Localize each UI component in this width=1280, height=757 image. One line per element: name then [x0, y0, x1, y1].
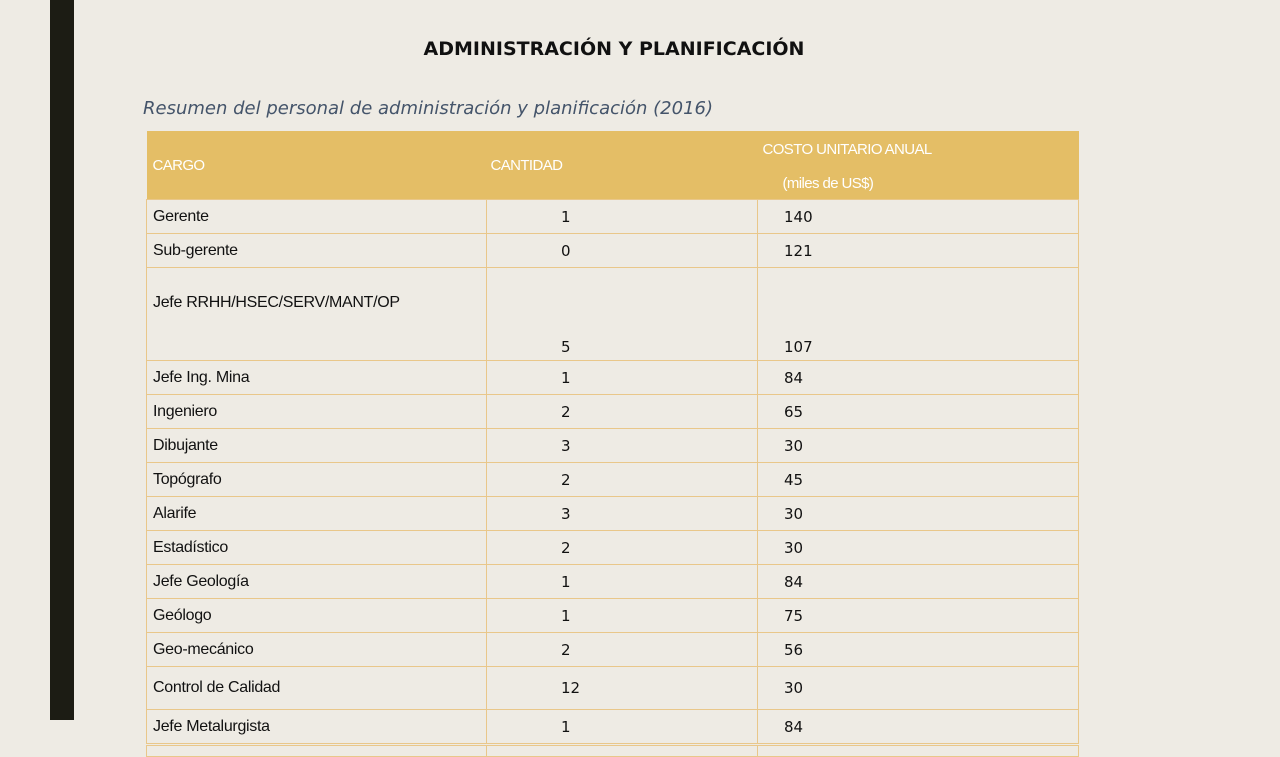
staff-table — [146, 131, 1079, 757]
header-cargo: CARGO — [147, 131, 487, 200]
table-row — [147, 633, 1079, 667]
table-row — [147, 667, 1079, 710]
cell-cantidad: 3 — [487, 429, 758, 463]
cell-costo: 107 — [758, 268, 1079, 361]
cell-cantidad: 2 — [487, 395, 758, 429]
cell-cantidad: 12 — [487, 667, 758, 710]
table-row — [147, 599, 1079, 633]
table-row — [147, 531, 1079, 565]
cell-cantidad: 0 — [487, 234, 758, 268]
cell-cantidad: 3 — [487, 497, 758, 531]
table-row — [147, 361, 1079, 395]
table-row-cut-off — [147, 745, 1079, 757]
table-row — [147, 429, 1079, 463]
cell-costo: 30 — [758, 497, 1079, 531]
cell-cargo: Gerente — [147, 200, 487, 234]
cell-cantidad: 2 — [487, 531, 758, 565]
cell-cargo: Geólogo — [147, 599, 487, 633]
cell-costo: 65 — [758, 395, 1079, 429]
cell-cargo: Estadístico — [147, 531, 487, 565]
header-cantidad: CANTIDAD — [487, 131, 758, 200]
cell-cargo: Geo-mecánico — [147, 633, 487, 667]
header-costo-line2: (miles de US$) — [782, 175, 874, 192]
cell-cantidad: 5 — [487, 268, 758, 361]
cell-cantidad: 2 — [487, 463, 758, 497]
cell-cargo: Jefe Ing. Mina — [147, 361, 487, 395]
cell-costo: 75 — [758, 599, 1079, 633]
cell-costo: 121 — [758, 234, 1079, 268]
table-caption: Resumen del personal de administración y planificación (2016) — [143, 98, 713, 119]
table-row — [147, 710, 1079, 745]
cell-costo: 30 — [758, 531, 1079, 565]
table-header-row — [147, 131, 1079, 200]
cell-cargo: Ingeniero — [147, 395, 487, 429]
cell-cantidad: 1 — [487, 361, 758, 395]
cell-cargo: Dibujante — [147, 429, 487, 463]
table-row — [147, 234, 1079, 268]
cell-cantidad: 1 — [487, 200, 758, 234]
table-row — [147, 497, 1079, 531]
cell-cargo: Jefe RRHH/HSEC/SERV/MANT/OP — [147, 268, 487, 361]
table-row — [147, 565, 1079, 599]
cell-cargo: Topógrafo — [147, 463, 487, 497]
cell-costo: 84 — [758, 565, 1079, 599]
cell-costo: 140 — [758, 200, 1079, 234]
cell-empty — [147, 745, 487, 757]
cell-costo: 30 — [758, 429, 1079, 463]
cell-cantidad: 1 — [487, 599, 758, 633]
cell-costo: 45 — [758, 463, 1079, 497]
cell-cargo: Jefe Metalurgista — [147, 710, 487, 745]
cell-empty — [758, 745, 1079, 757]
cell-cargo: Sub-gerente — [147, 234, 487, 268]
cell-costo: 56 — [758, 633, 1079, 667]
cell-cargo: Alarife — [147, 497, 487, 531]
cell-cargo: Jefe Geología — [147, 565, 487, 599]
header-costo — [758, 131, 1079, 200]
header-costo-line1: COSTO UNITARIO ANUAL — [762, 141, 932, 158]
table-row — [147, 200, 1079, 234]
table-row — [147, 463, 1079, 497]
cell-cargo: Control de Calidad — [147, 667, 487, 710]
left-accent-bar — [50, 0, 74, 720]
cell-costo: 84 — [758, 361, 1079, 395]
cell-costo: 30 — [758, 667, 1079, 710]
cell-cantidad: 1 — [487, 710, 758, 745]
cell-empty — [487, 745, 758, 757]
slide-title: ADMINISTRACIÓN Y PLANIFICACIÓN — [423, 38, 805, 60]
cell-cantidad: 1 — [487, 565, 758, 599]
cell-costo: 84 — [758, 710, 1079, 745]
cell-cantidad: 2 — [487, 633, 758, 667]
table-row — [147, 268, 1079, 361]
table-row — [147, 395, 1079, 429]
